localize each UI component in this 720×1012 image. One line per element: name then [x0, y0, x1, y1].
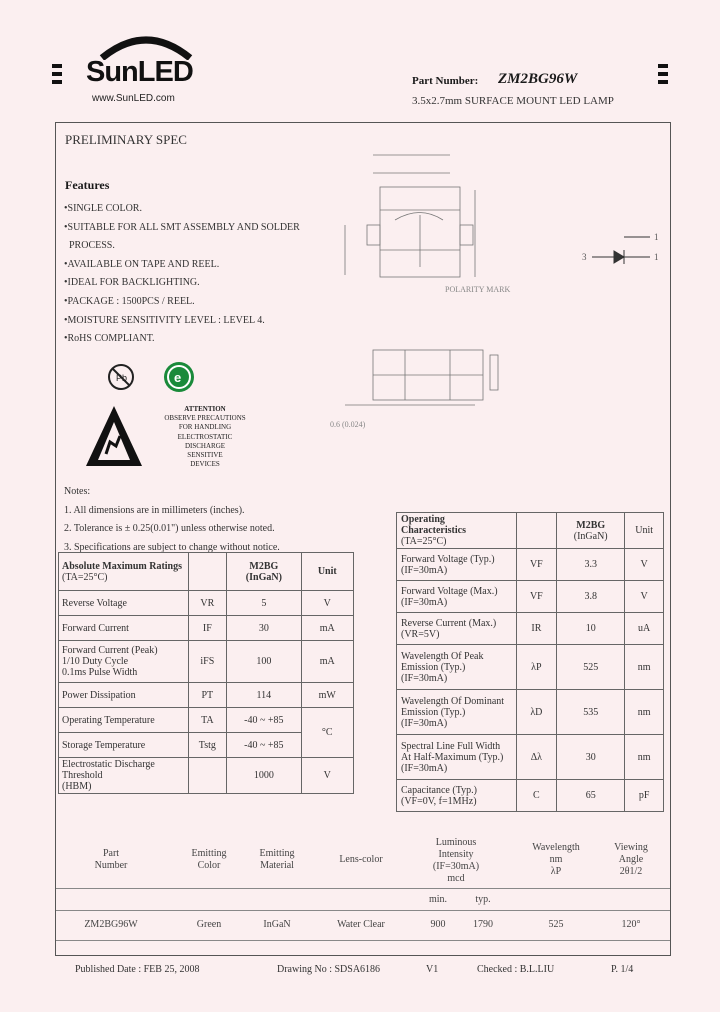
footer-checked: Checked : B.L.LIU: [477, 964, 555, 975]
footer-published: Published Date : FEB 25, 2008: [75, 964, 200, 975]
feature-item: PROCESS.: [69, 240, 115, 252]
spec-title: PRELIMINARY SPEC: [65, 132, 187, 147]
pb-free-icon: [106, 362, 136, 392]
svg-text:Pb: Pb: [116, 373, 128, 383]
notes-heading: Notes:: [64, 486, 91, 497]
footer-drawing: Drawing No : SDSA6186: [277, 964, 381, 975]
selection-row: ZM2BG96W Green InGaN Water Clear 900 1790 525 120°: [84, 919, 641, 930]
features-list: [64, 200, 300, 349]
feature-item: •SUITABLE FOR ALL SMT ASSEMBLY AND SOLDER: [64, 221, 300, 233]
side-view-drawing: [325, 340, 525, 435]
brand-logo: SunLED: [86, 56, 193, 88]
op-row: Reverse Current (Max.) (VR=5V) IR 10 uA: [397, 613, 664, 645]
note-item: 2. Tolerance is ± 0.25(0.01") unless otherwise noted.: [64, 523, 275, 534]
circuit-pin-right: 1: [654, 252, 659, 262]
feature-item: •RoHS COMPLIANT.: [64, 333, 155, 345]
svg-text:0.6 (0.024): 0.6 (0.024): [330, 420, 366, 429]
abs-row: Reverse Voltage VR 5 V: [59, 591, 354, 616]
abs-row: Storage Temperature Tstg -40 ~ +85: [59, 733, 354, 758]
esd-warning-icon: [82, 402, 146, 470]
svg-text:POLARITY MARK: POLARITY MARK: [445, 285, 511, 294]
note-item: 3. Specifications are subject to change without notice.: [64, 541, 280, 553]
feature-item: •IDEAL FOR BACKLIGHTING.: [64, 277, 200, 289]
abs-row: Forward Current IF 30 mA: [59, 616, 354, 641]
circuit-symbol: [580, 230, 665, 280]
feature-item: •MOISTURE SENSITIVITY LEVEL : LEVEL 4.: [64, 314, 265, 326]
op-row: Wavelength Of Dominant Emission (Typ.) (IF=30mA) λD 535 nm: [397, 690, 664, 735]
op-row: Capacitance (Typ.) (VF=0V, f=1MHz) C 65 pF: [397, 780, 664, 812]
op-row: Spectral Line Full Width At Half-Maximum (Typ.) (IF=30mA) Δλ 30 nm: [397, 735, 664, 780]
op-row: Wavelength Of Peak Emission (Typ.) (IF=30mA) λP 525 nm: [397, 645, 664, 690]
website: www.SunLED.com: [92, 93, 175, 104]
abs-row: Operating Temperature TA -40 ~ +85 °C: [59, 708, 354, 733]
part-number-label: Part Number:: [412, 75, 479, 87]
circuit-pin-left: 3: [582, 252, 587, 262]
footer-version: V1: [426, 964, 439, 975]
subtitle: 3.5x2.7mm SURFACE MOUNT LED LAMP: [412, 95, 614, 107]
feature-item: •PACKAGE : 1500PCS / REEL.: [64, 295, 195, 307]
note-item: 1. All dimensions are in millimeters (inches).: [64, 504, 245, 516]
features-heading: Features: [65, 178, 110, 192]
part-number: ZM2BG96W: [498, 71, 578, 87]
op-char-table: Operating Characteristics (TA=25°C) M2BG (InGaN) Unit Forward Voltage (Typ.) (IF=30mA) VF 3.3 V Forward Voltage (Max.) (IF=30mA) VF 3.8 V Reverse Current (Max.) (VR=5V) IR 10 uA Wavelength Of Peak Emission (Typ.) (IF=30mA) λP 525 nm Wavelength Of Dominant Emission (Typ.) (IF=30mA) λD 535 nm Spectral Line Full Width At Half-Maximum (Typ.) (IF=30mA) Δλ 30 nm Capacitance (Typ.) (VF=0V, f=1MHz) C 65 pF: [396, 512, 664, 812]
abs-row: Electrostatic Discharge Threshold (HBM) 1000 V: [59, 758, 354, 794]
feature-item: •AVAILABLE ON TAPE AND REEL.: [64, 258, 220, 270]
abs-row: Forward Current (Peak) 1/10 Duty Cycle 0.1ms Pulse Width iFS 100 mA: [59, 641, 354, 683]
eco-recycle-icon: [162, 360, 196, 394]
notes: [64, 483, 280, 557]
op-row: Forward Voltage (Max.) (IF=30mA) VF 3.8 V: [397, 581, 664, 613]
abs-row: Power Dissipation PT 114 mW: [59, 683, 354, 708]
selection-table: Part Number Emitting Color Emitting Material Lens-color Luminous Intensity (IF=30mA) mcd Wavelength nm λP Viewing Angle 2θ1/2 min. typ. ZM2BG96W Green InGaN Water Clear 900 1790 525 120°: [56, 828, 670, 948]
abs-max-table: Absolute Maximum Ratings (TA=25°C) M2BG (InGaN) Unit Reverse Voltage VR 5 V Forward Current IF 30 mA Forward Current (Peak) 1/10 Duty Cycle 0.1ms Pulse Width iFS 100 mA Power Dissipation PT 114 mW Operating Temperature TA -40 ~ +85 °C Storage Temperature Tstg -40 ~ +85 Electrostatic Discharge Threshold (HBM) 1000 V: [58, 552, 354, 794]
svg-text:e: e: [174, 370, 182, 385]
attention-block: ATTENTION OBSERVE PRECAUTIONS FOR HANDLING ELECTROSTATIC DISCHARGE SENSITIVE DEVICES: [164, 405, 246, 469]
feature-item: •SINGLE COLOR.: [64, 203, 142, 214]
footer-page: P. 1/4: [611, 964, 634, 975]
package-drawing: [325, 145, 525, 295]
circuit-pin-top: 1: [654, 232, 659, 242]
op-row: Forward Voltage (Typ.) (IF=30mA) VF 3.3 V: [397, 549, 664, 581]
